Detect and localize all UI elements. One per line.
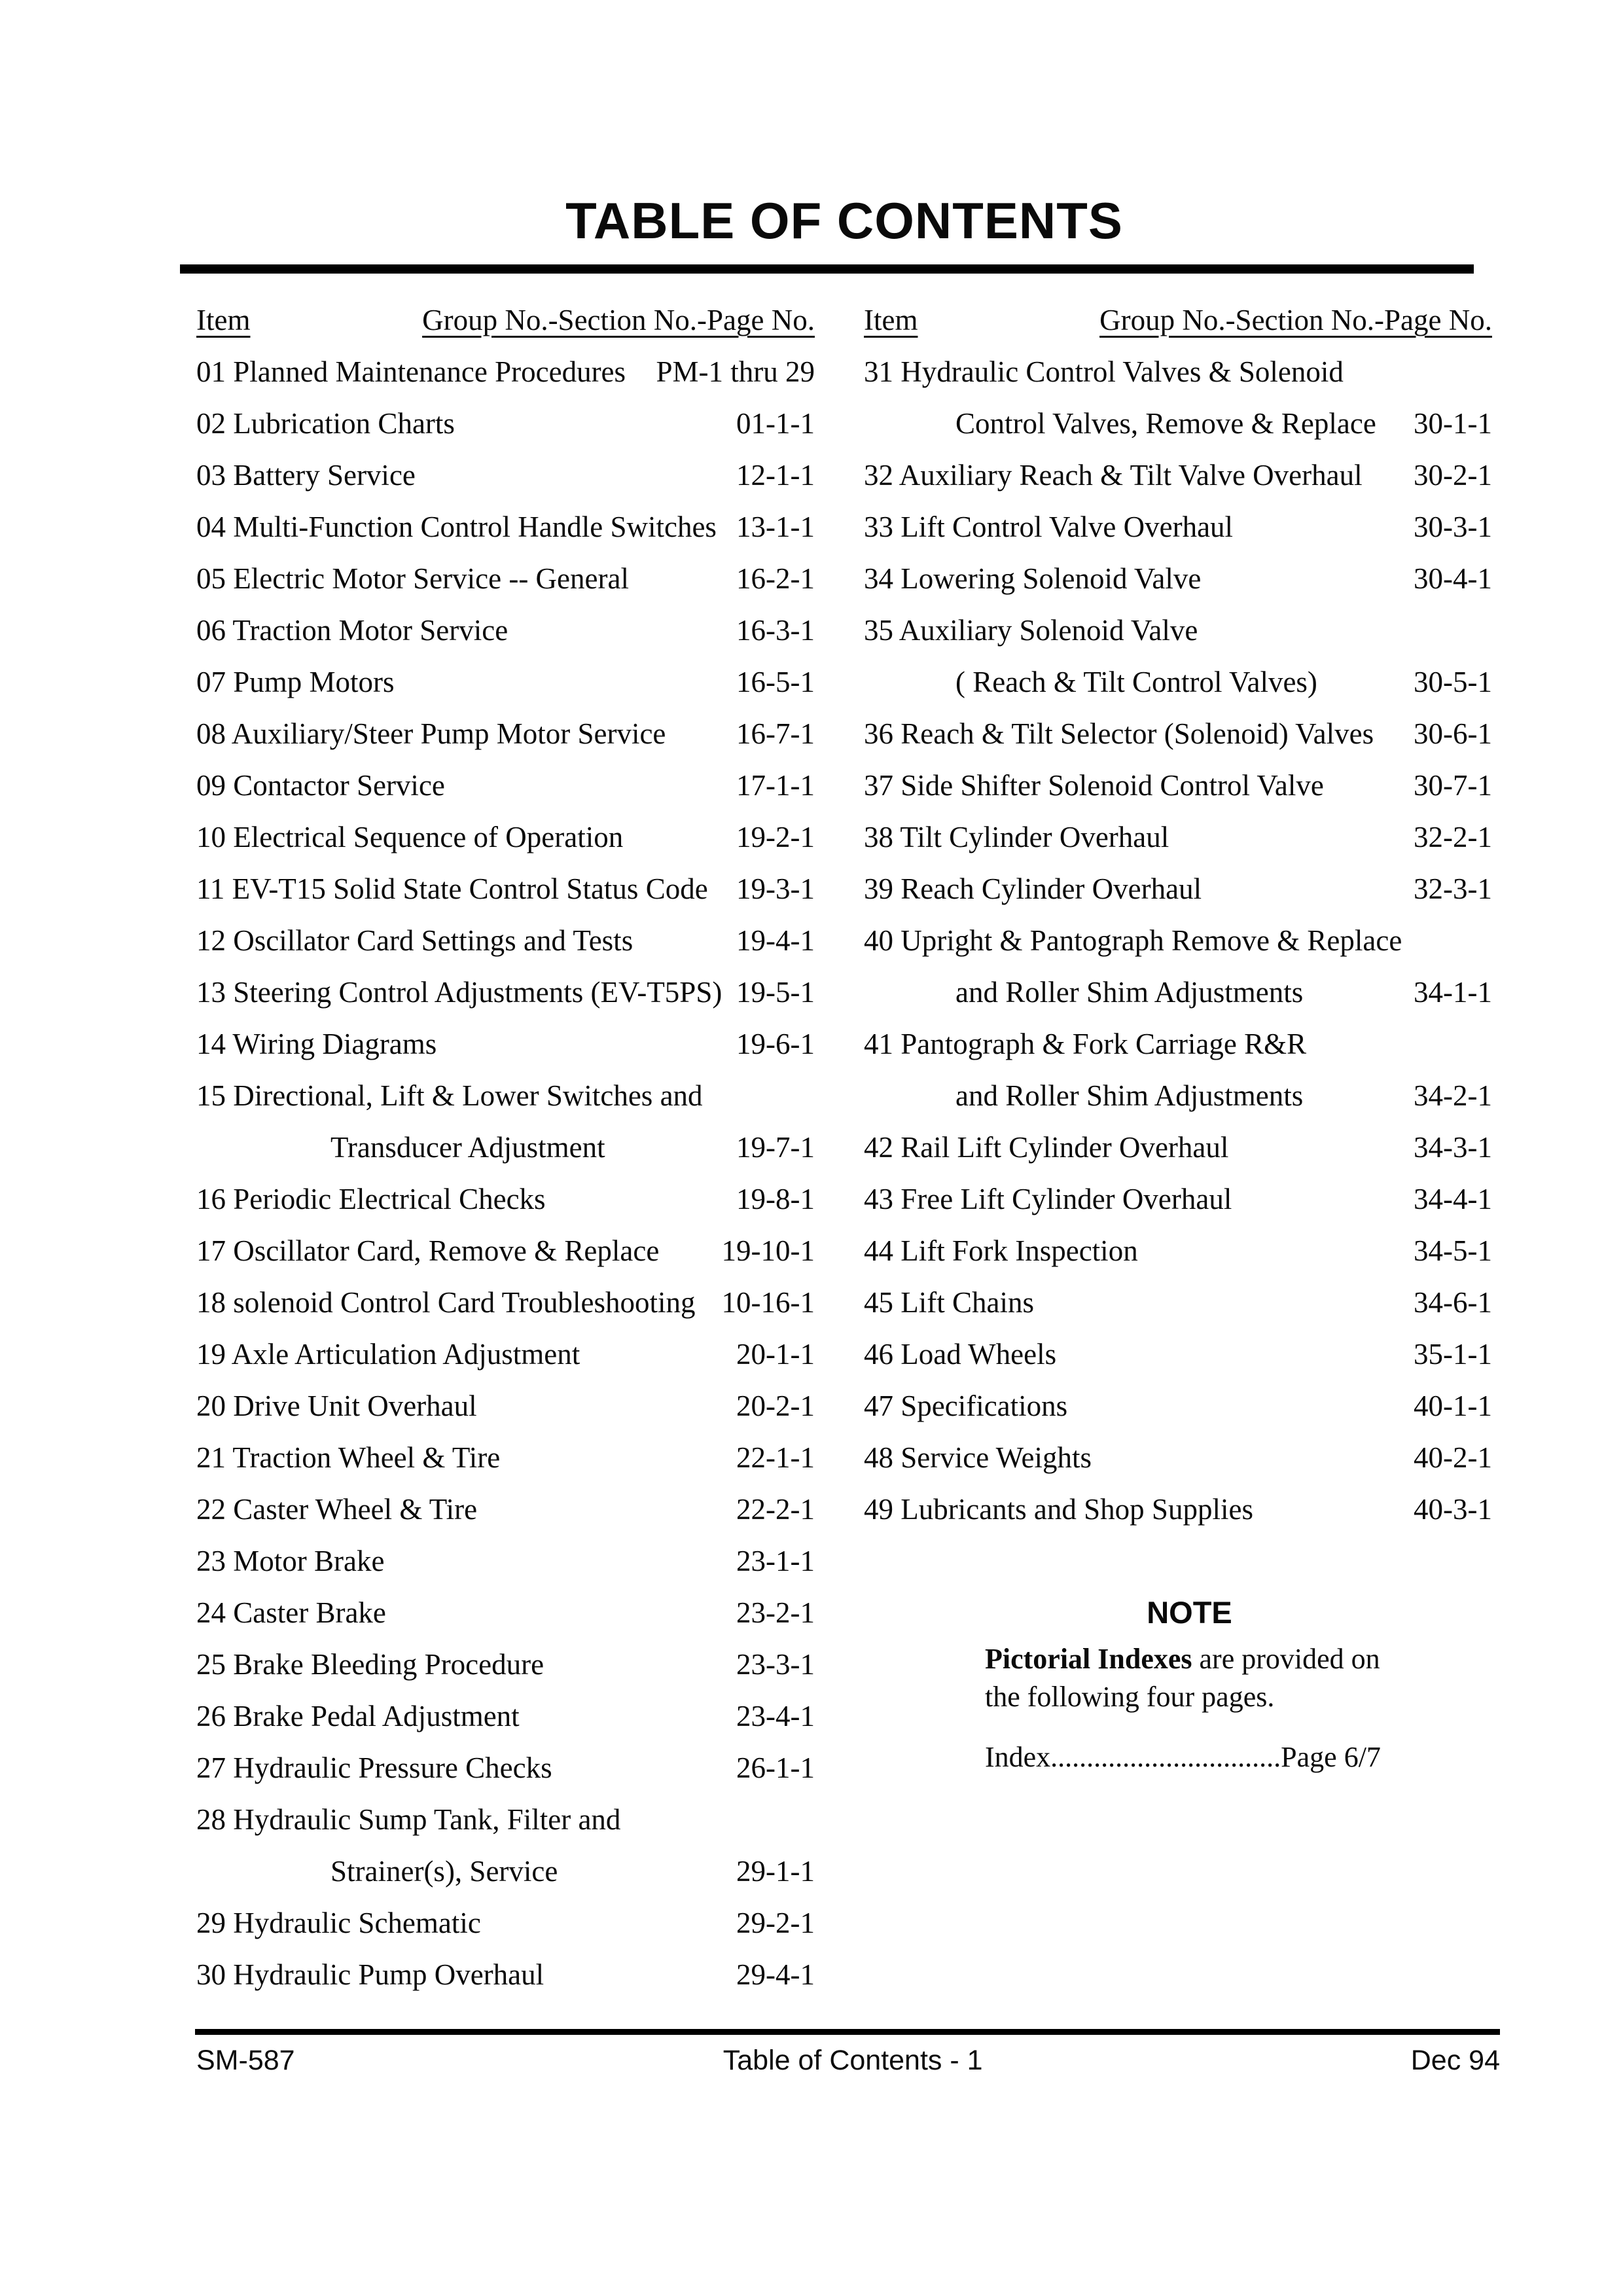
toc-row [196, 1587, 815, 1639]
toc-row [864, 915, 1492, 967]
entry-page: 30-3-1 [1414, 511, 1492, 543]
entry-label: 19 Axle Articulation Adjustment [196, 1338, 580, 1371]
toc-row [196, 605, 815, 656]
toc-row [864, 1174, 1492, 1225]
toc-row [196, 915, 815, 967]
entry-label: 13 Steering Control Adjustments (EV-T5PS) [196, 976, 722, 1009]
entry-label: 29 Hydraulic Schematic [196, 1907, 481, 1939]
entry-page: 16-2-1 [736, 562, 815, 595]
entry-label: ( Reach & Tilt Control Valves) [955, 666, 1317, 698]
entry-label: 33 Lift Control Valve Overhaul [864, 511, 1234, 543]
note-block [985, 1596, 1394, 1774]
toc-row-continuation [864, 1070, 1492, 1122]
toc-row [864, 1225, 1492, 1277]
entry-label: 15 Directional, Lift & Lower Switches and [196, 1079, 703, 1112]
toc-column-left [196, 295, 815, 2001]
note-heading: NOTE [1147, 1595, 1232, 1630]
entry-label: Strainer(s), Service [330, 1855, 558, 1888]
entry-page: 17-1-1 [736, 769, 815, 802]
toc-row [864, 605, 1492, 656]
entry-page: 30-7-1 [1414, 769, 1492, 802]
entry-label: 34 Lowering Solenoid Valve [864, 562, 1202, 595]
entry-label: 38 Tilt Cylinder Overhaul [864, 821, 1169, 853]
entry-label: 03 Battery Service [196, 459, 416, 492]
entry-page: 30-6-1 [1414, 717, 1492, 750]
note-line-1 [985, 1640, 1394, 1678]
footer-date: Dec 94 [1410, 2045, 1500, 2076]
footer-divider [195, 2029, 1500, 2035]
note-index-line: Index................................Page 6/7 [985, 1741, 1381, 1773]
entry-page: 20-1-1 [736, 1338, 815, 1371]
entry-page: 40-3-1 [1414, 1493, 1492, 1526]
entry-page: 19-7-1 [736, 1131, 815, 1164]
entry-page: 26-1-1 [736, 1751, 815, 1784]
entry-page: 34-5-1 [1414, 1234, 1492, 1267]
entry-page: 19-6-1 [736, 1028, 815, 1060]
page-footer [196, 2043, 1500, 2077]
footer-page-label: Table of Contents - 1 [722, 2045, 983, 2076]
entry-page: 29-1-1 [736, 1855, 815, 1888]
toc-row [864, 501, 1492, 553]
entry-page: 29-2-1 [736, 1907, 815, 1939]
entry-page: 30-2-1 [1414, 459, 1492, 492]
entry-label: 28 Hydraulic Sump Tank, Filter and [196, 1803, 621, 1836]
entry-page: 19-2-1 [736, 821, 815, 853]
entry-page: 40-2-1 [1414, 1441, 1492, 1474]
entry-label: 35 Auxiliary Solenoid Valve [864, 614, 1198, 647]
toc-row [864, 1277, 1492, 1329]
toc-row [196, 1225, 815, 1277]
toc-row [864, 1018, 1492, 1070]
toc-row [864, 1484, 1492, 1535]
header-item-label: Item [864, 304, 918, 336]
toc-row [196, 1380, 815, 1432]
toc-row [864, 1329, 1492, 1380]
entry-page: 30-5-1 [1414, 666, 1492, 698]
entry-label: 11 EV-T15 Solid State Control Status Code [196, 872, 708, 905]
toc-row [196, 967, 815, 1018]
entry-label: 10 Electrical Sequence of Operation [196, 821, 624, 853]
entry-page: 23-4-1 [736, 1700, 815, 1732]
toc-row [864, 1432, 1492, 1484]
title-divider [180, 264, 1474, 274]
toc-row [196, 1949, 815, 2001]
toc-row-continuation [864, 967, 1492, 1018]
entry-page: 32-3-1 [1414, 872, 1492, 905]
footer-doc-number: SM-587 [196, 2045, 295, 2076]
entry-page: 23-3-1 [736, 1648, 815, 1681]
entry-label: 40 Upright & Pantograph Remove & Replace [864, 924, 1402, 957]
toc-row [196, 812, 815, 863]
entry-label: 24 Caster Brake [196, 1596, 386, 1629]
header-item-label: Item [196, 304, 251, 336]
entry-label: 44 Lift Fork Inspection [864, 1234, 1138, 1267]
toc-row [196, 1691, 815, 1742]
entry-page: 34-3-1 [1414, 1131, 1492, 1164]
entry-page: 29-4-1 [736, 1958, 815, 1991]
toc-row [196, 1742, 815, 1794]
entry-label: 21 Traction Wheel & Tire [196, 1441, 501, 1474]
column-header-right [864, 295, 1492, 346]
entry-page: 19-4-1 [736, 924, 815, 957]
toc-row [196, 760, 815, 812]
entry-label: 27 Hydraulic Pressure Checks [196, 1751, 552, 1784]
entry-label: 01 Planned Maintenance Procedures [196, 355, 626, 388]
entry-label: 48 Service Weights [864, 1441, 1092, 1474]
entry-label: 43 Free Lift Cylinder Overhaul [864, 1183, 1232, 1215]
entry-label: 23 Motor Brake [196, 1545, 385, 1577]
toc-row [864, 760, 1492, 812]
toc-row [864, 346, 1492, 398]
column-header-left [196, 295, 815, 346]
toc-row [196, 1174, 815, 1225]
entry-label: 14 Wiring Diagrams [196, 1028, 437, 1060]
toc-row [196, 656, 815, 708]
entry-page: 01-1-1 [736, 407, 815, 440]
note-lead-bold: Pictorial Indexes [985, 1643, 1192, 1675]
toc-row [196, 450, 815, 501]
toc-row-continuation [864, 398, 1492, 450]
entry-page: 30-1-1 [1414, 407, 1492, 440]
entry-page: 16-3-1 [736, 614, 815, 647]
toc-row [196, 501, 815, 553]
entry-page: 19-10-1 [721, 1234, 815, 1267]
entry-page: 35-1-1 [1414, 1338, 1492, 1371]
page-title: TABLE OF CONTENTS [565, 192, 1123, 249]
entry-page: 12-1-1 [736, 459, 815, 492]
entry-label: 36 Reach & Tilt Selector (Solenoid) Valves [864, 717, 1374, 750]
entry-label: 18 solenoid Control Card Troubleshooting [196, 1286, 696, 1319]
toc-row [864, 553, 1492, 605]
toc-row [196, 1070, 815, 1122]
entry-label: 20 Drive Unit Overhaul [196, 1390, 477, 1422]
entry-label: 02 Lubrication Charts [196, 407, 455, 440]
header-group-label: Group No.-Section No.-Page No. [422, 304, 815, 336]
toc-row [196, 1535, 815, 1587]
entry-label: 08 Auxiliary/Steer Pump Motor Service [196, 717, 666, 750]
toc-row [196, 1484, 815, 1535]
entry-page: 19-8-1 [736, 1183, 815, 1215]
entry-page: 19-5-1 [736, 976, 815, 1009]
entry-label: Transducer Adjustment [330, 1131, 605, 1164]
entry-page: 34-6-1 [1414, 1286, 1492, 1319]
toc-row [196, 1018, 815, 1070]
note-lead-rest: are provided on [1192, 1643, 1380, 1675]
entry-page: 22-2-1 [736, 1493, 815, 1526]
toc-row [864, 708, 1492, 760]
entry-label: 22 Caster Wheel & Tire [196, 1493, 478, 1526]
entry-label: 30 Hydraulic Pump Overhaul [196, 1958, 544, 1991]
entry-page: 34-2-1 [1414, 1079, 1492, 1112]
toc-row [196, 1277, 815, 1329]
entry-page: 23-1-1 [736, 1545, 815, 1577]
entry-label: 06 Traction Motor Service [196, 614, 508, 647]
toc-row [196, 708, 815, 760]
entry-label: 45 Lift Chains [864, 1286, 1034, 1319]
toc-row-continuation [196, 1122, 815, 1174]
header-group-label: Group No.-Section No.-Page No. [1099, 304, 1492, 336]
entry-page: PM-1 thru 29 [656, 355, 815, 388]
entry-label: 37 Side Shifter Solenoid Control Valve [864, 769, 1324, 802]
entry-label: 41 Pantograph & Fork Carriage R&R [864, 1028, 1307, 1060]
entry-page: 23-2-1 [736, 1596, 815, 1629]
entry-label: 05 Electric Motor Service -- General [196, 562, 629, 595]
toc-row [196, 346, 815, 398]
toc-row [196, 1639, 815, 1691]
entry-label: and Roller Shim Adjustments [955, 1079, 1304, 1112]
toc-row [196, 863, 815, 915]
entry-label: 49 Lubricants and Shop Supplies [864, 1493, 1253, 1526]
entry-page: 16-5-1 [736, 666, 815, 698]
toc-row-continuation [864, 656, 1492, 708]
entry-page: 32-2-1 [1414, 821, 1492, 853]
entry-label: 26 Brake Pedal Adjustment [196, 1700, 520, 1732]
entry-page: 30-4-1 [1414, 562, 1492, 595]
toc-row [864, 1122, 1492, 1174]
toc-row [196, 1897, 815, 1949]
toc-row [864, 450, 1492, 501]
entry-label: and Roller Shim Adjustments [955, 976, 1304, 1009]
entry-label: 32 Auxiliary Reach & Tilt Valve Overhaul [864, 459, 1363, 492]
toc-row [196, 1794, 815, 1846]
entry-label: 25 Brake Bleeding Procedure [196, 1648, 544, 1681]
toc-row [864, 863, 1492, 915]
entry-label: Control Valves, Remove & Replace [955, 407, 1376, 440]
entry-label: 09 Contactor Service [196, 769, 445, 802]
entry-page: 40-1-1 [1414, 1390, 1492, 1422]
entry-label: 31 Hydraulic Control Valves & Solenoid [864, 355, 1344, 388]
toc-row-continuation [196, 1846, 815, 1897]
entry-page: 16-7-1 [736, 717, 815, 750]
note-line-2: the following four pages. [985, 1681, 1275, 1713]
toc-row [196, 553, 815, 605]
entry-page: 13-1-1 [736, 511, 815, 543]
entry-label: 12 Oscillator Card Settings and Tests [196, 924, 633, 957]
entry-label: 47 Specifications [864, 1390, 1068, 1422]
entry-label: 04 Multi-Function Control Handle Switches [196, 511, 717, 543]
toc-row [196, 1329, 815, 1380]
entry-page: 20-2-1 [736, 1390, 815, 1422]
entry-page: 34-4-1 [1414, 1183, 1492, 1215]
entry-page: 10-16-1 [721, 1286, 815, 1319]
toc-row [196, 398, 815, 450]
entry-label: 39 Reach Cylinder Overhaul [864, 872, 1202, 905]
entry-page: 34-1-1 [1414, 976, 1492, 1009]
entry-page: 19-3-1 [736, 872, 815, 905]
entry-label: 42 Rail Lift Cylinder Overhaul [864, 1131, 1229, 1164]
toc-row [864, 1380, 1492, 1432]
entry-page: 22-1-1 [736, 1441, 815, 1474]
toc-row [864, 812, 1492, 863]
entry-label: 17 Oscillator Card, Remove & Replace [196, 1234, 660, 1267]
entry-label: 16 Periodic Electrical Checks [196, 1183, 546, 1215]
toc-row [196, 1432, 815, 1484]
entry-label: 07 Pump Motors [196, 666, 395, 698]
entry-label: 46 Load Wheels [864, 1338, 1057, 1371]
note-body [985, 1640, 1394, 1716]
